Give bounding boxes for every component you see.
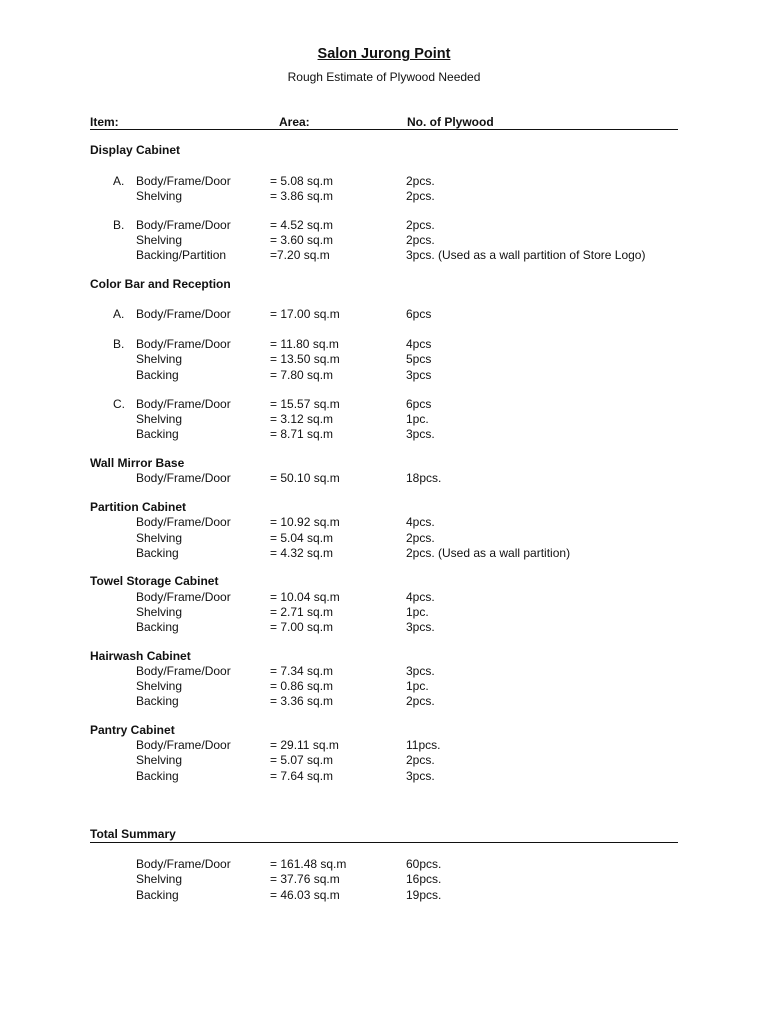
- row-item: Backing: [136, 427, 179, 441]
- row-qty: 3pcs.: [406, 769, 435, 783]
- row-item: Body/Frame/Door: [136, 307, 231, 321]
- row-item: Backing: [136, 620, 179, 634]
- row-area: = 3.86 sq.m: [270, 189, 334, 203]
- row-area: = 8.71 sq.m: [270, 427, 334, 441]
- row-qty: 18pcs.: [406, 471, 442, 485]
- row-area: = 11.80 sq.m: [270, 337, 339, 351]
- row-area: = 50.10 sq.m: [270, 471, 340, 485]
- row-item: Shelving: [136, 412, 183, 426]
- row-qty: 3pcs: [406, 368, 432, 382]
- row-qty: 3pcs.: [406, 427, 435, 441]
- row-area: = 161.48 sq.m: [270, 857, 347, 871]
- row-item: Body/Frame/Door: [136, 471, 231, 485]
- row-item: Backing: [136, 546, 179, 560]
- header-area: Area:: [279, 115, 310, 129]
- row-item: Backing: [136, 888, 179, 902]
- header-qty: No. of Plywood: [407, 115, 494, 129]
- row-area: = 13.50 sq.m: [270, 352, 340, 366]
- row-area: = 37.76 sq.m: [270, 872, 340, 886]
- row-area: = 5.08 sq.m: [270, 174, 334, 188]
- row-area: = 7.64 sq.m: [270, 769, 334, 783]
- row-qty: 3pcs. (Used as a wall partition of Store Logo): [406, 248, 646, 262]
- row-area: = 3.36 sq.m: [270, 694, 334, 708]
- row-qty: 6pcs: [406, 307, 432, 321]
- row-letter: C.: [113, 397, 125, 411]
- row-item: Body/Frame/Door: [136, 664, 231, 678]
- row-item: Body/Frame/Door: [136, 738, 231, 752]
- row-qty: 4pcs.: [406, 515, 435, 529]
- row-qty: 2pcs. (Used as a wall partition): [406, 546, 571, 560]
- section-total-summary: Total Summary: [90, 827, 678, 843]
- row-letter: A.: [113, 174, 125, 188]
- row-letter: B.: [113, 218, 125, 232]
- row-item: Shelving: [136, 233, 183, 247]
- section-towel-storage: Towel Storage Cabinet: [90, 574, 219, 588]
- row-qty: 1pc.: [406, 679, 429, 693]
- row-item: Shelving: [136, 753, 183, 767]
- row-qty: 11pcs.: [406, 738, 441, 752]
- row-qty: 2pcs.: [406, 233, 435, 247]
- row-area: = 46.03 sq.m: [270, 888, 340, 902]
- row-item: Body/Frame/Door: [136, 515, 231, 529]
- row-area: = 3.60 sq.m: [270, 233, 334, 247]
- row-area: = 2.71 sq.m: [270, 605, 334, 619]
- row-item: Shelving: [136, 872, 183, 886]
- row-qty: 6pcs: [406, 397, 432, 411]
- row-qty: 2pcs.: [406, 694, 435, 708]
- row-area: = 10.04 sq.m: [270, 590, 340, 604]
- row-area: = 29.11 sq.m: [270, 738, 339, 752]
- row-area: = 4.52 sq.m: [270, 218, 334, 232]
- row-area: = 7.00 sq.m: [270, 620, 334, 634]
- row-item: Backing/Partition: [136, 248, 227, 262]
- row-item: Body/Frame/Door: [136, 174, 231, 188]
- row-area: = 5.07 sq.m: [270, 753, 334, 767]
- row-item: Shelving: [136, 531, 183, 545]
- row-item: Shelving: [136, 352, 183, 366]
- row-qty: 1pc.: [406, 605, 429, 619]
- row-item: Backing: [136, 694, 179, 708]
- row-qty: 5pcs: [406, 352, 432, 366]
- row-letter: B.: [113, 337, 125, 351]
- row-qty: 3pcs.: [406, 620, 435, 634]
- row-area: = 10.92 sq.m: [270, 515, 340, 529]
- row-qty: 2pcs.: [406, 189, 435, 203]
- row-item: Body/Frame/Door: [136, 397, 231, 411]
- row-qty: 2pcs.: [406, 174, 435, 188]
- row-area: = 17.00 sq.m: [270, 307, 340, 321]
- row-qty: 1pc.: [406, 412, 429, 426]
- section-display-cabinet: Display Cabinet: [90, 143, 181, 157]
- section-color-bar: Color Bar and Reception: [90, 277, 231, 291]
- row-qty: 3pcs.: [406, 664, 435, 678]
- row-item: Shelving: [136, 189, 183, 203]
- row-item: Shelving: [136, 679, 183, 693]
- section-partition-cabinet: Partition Cabinet: [90, 500, 187, 514]
- row-area: = 3.12 sq.m: [270, 412, 334, 426]
- row-item: Body/Frame/Door: [136, 337, 231, 351]
- row-area: = 0.86 sq.m: [270, 679, 334, 693]
- row-letter: A.: [113, 307, 125, 321]
- row-area: =7.20 sq.m: [270, 248, 330, 262]
- document-subtitle: Rough Estimate of Plywood Needed: [287, 70, 481, 84]
- row-qty: 4pcs: [406, 337, 432, 351]
- row-area: = 5.04 sq.m: [270, 531, 334, 545]
- row-item: Shelving: [136, 605, 183, 619]
- row-item: Backing: [136, 368, 179, 382]
- row-area: = 7.34 sq.m: [270, 664, 334, 678]
- row-area: = 15.57 sq.m: [270, 397, 340, 411]
- row-qty: 19pcs.: [406, 888, 442, 902]
- row-item: Backing: [136, 769, 179, 783]
- row-area: = 4.32 sq.m: [270, 546, 334, 560]
- row-item: Body/Frame/Door: [136, 218, 231, 232]
- document-title: Salon Jurong Point: [317, 46, 451, 62]
- section-pantry: Pantry Cabinet: [90, 723, 175, 737]
- header-item: Item:: [90, 115, 119, 129]
- section-wall-mirror: Wall Mirror Base: [90, 456, 185, 470]
- row-qty: 2pcs.: [406, 531, 435, 545]
- row-item: Body/Frame/Door: [136, 590, 231, 604]
- row-area: = 7.80 sq.m: [270, 368, 334, 382]
- column-header: [90, 115, 678, 130]
- section-hairwash: Hairwash Cabinet: [90, 649, 191, 663]
- row-qty: 4pcs.: [406, 590, 435, 604]
- row-item: Body/Frame/Door: [136, 857, 231, 871]
- row-qty: 16pcs.: [406, 872, 442, 886]
- row-qty: 60pcs.: [406, 857, 442, 871]
- row-qty: 2pcs.: [406, 753, 435, 767]
- row-qty: 2pcs.: [406, 218, 435, 232]
